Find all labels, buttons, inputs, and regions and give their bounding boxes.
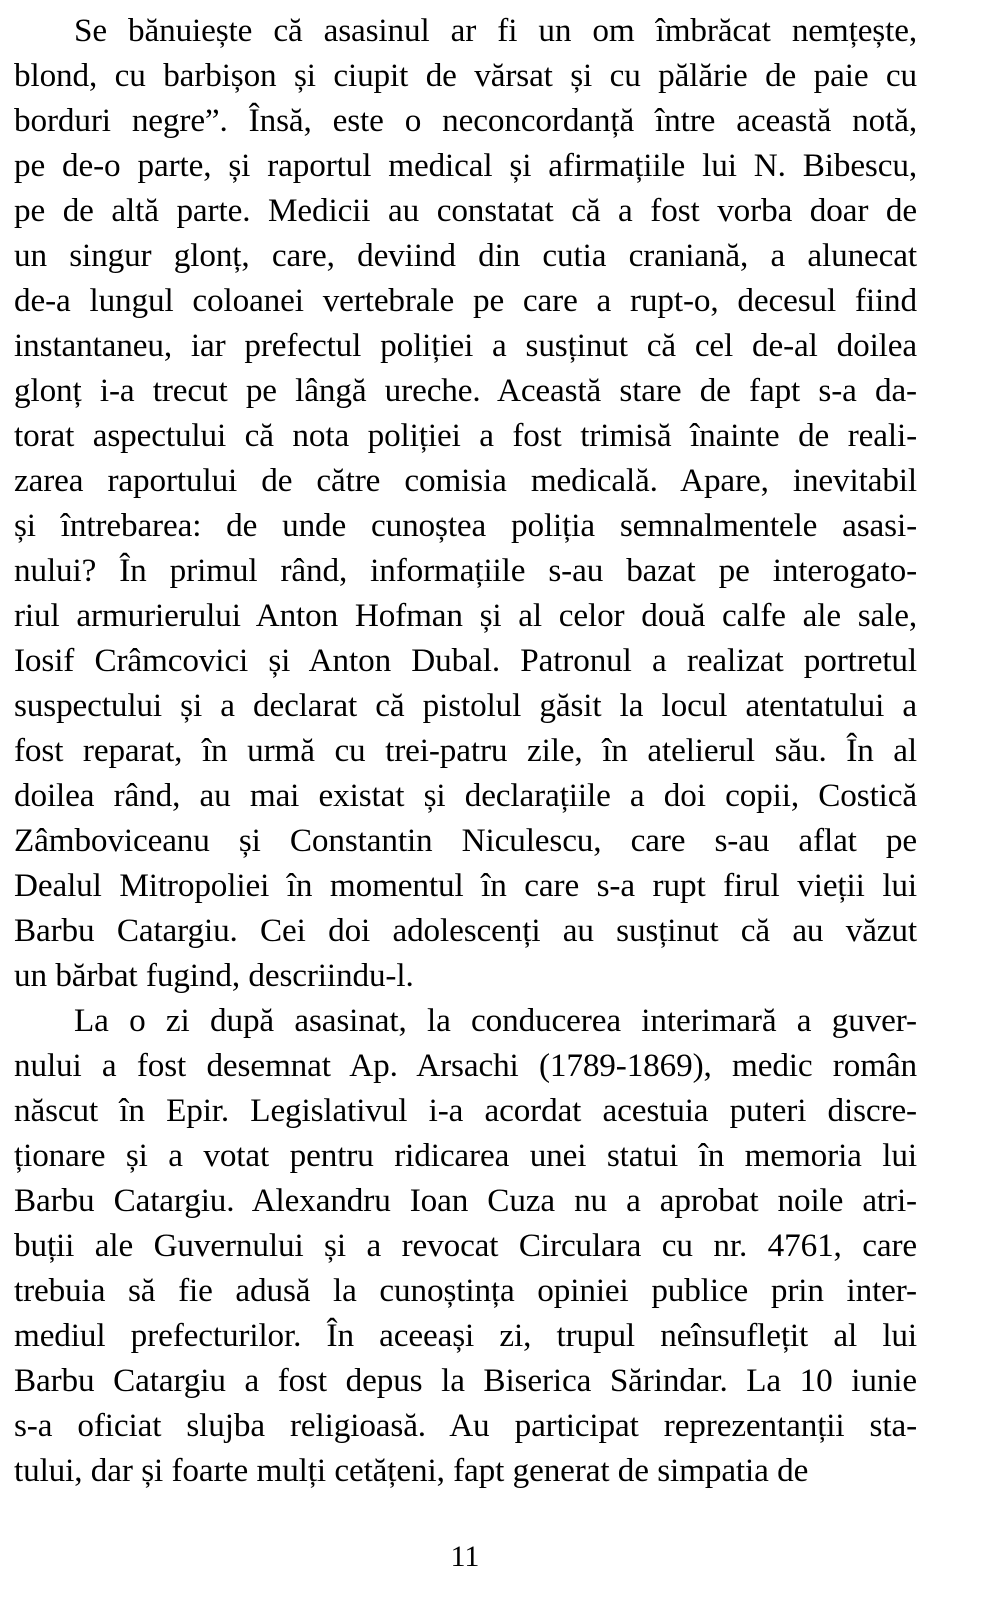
text-line: Iosif Crâmcovici și Anton Dubal. Patronul a realizat portretul [14,642,917,679]
text-line: trebuia să fie adusă la cunoștința opiniei publice prin inter- [14,1272,917,1309]
text-line: riul armurierului Anton Hofman și al celor două calfe ale sale, [14,597,917,634]
text-line: Barbu Catargiu a fost depus la Biserica Sărindar. La 10 iunie [14,1362,917,1399]
text-line: doilea rând, au mai existat și declarațiile a doi copii, Costică [14,777,917,814]
text-line: tului, dar și foarte mulți cetățeni, fapt generat de simpatia de [14,1452,809,1489]
text-line: zarea raportului de către comisia medicală. Apare, inevitabil [14,462,917,499]
text-line: buții ale Guvernului și a revocat Circulara cu nr. 4761, care [14,1227,917,1264]
paragraph [14,998,917,1493]
text-line: un singur glonț, care, deviind din cutia craniană, a alunecat [14,237,917,274]
text-line: Barbu Catargiu. Alexandru Ioan Cuza nu a aprobat noile atri- [14,1182,917,1219]
text-line: un bărbat fugind, descriindu-l. [14,957,414,994]
text-line: și întrebarea: de unde cunoștea poliția semnalmentele asasi- [14,507,917,544]
text-line: pe de altă parte. Medicii au constatat că a fost vorba doar de [14,192,917,229]
text-line: pe de-o parte, și raportul medical și afirmațiile lui N. Bibescu, [14,147,917,184]
text-line: ționare și a votat pentru ridicarea unei statui în memoria lui [14,1137,917,1174]
body-text-block [14,8,917,1493]
text-line: torat aspectului că nota poliției a fost trimisă înainte de reali- [14,417,917,454]
text-line: s-a oficiat slujba religioasă. Au participat reprezentanții sta- [14,1407,917,1444]
text-line: fost reparat, în urmă cu trei-patru zile, în atelierul său. În al [14,732,917,769]
text-line: blond, cu barbișon și ciupit de vărsat și cu pălărie de paie cu [14,57,917,94]
text-line: Dealul Mitropoliei în momentul în care s-a rupt firul vieții lui [14,867,917,904]
text-line: Se bănuiește că asasinul ar fi un om îmbrăcat nemțește, [74,12,917,49]
text-line: Barbu Catargiu. Cei doi adolescenți au susținut că au văzut [14,912,917,949]
page-number-folio: 11 [450,1540,480,1573]
text-line: instantaneu, iar prefectul poliției a susținut că cel de-al doilea [14,327,917,364]
text-line: născut în Epir. Legislativul i-a acordat acestuia puteri discre- [14,1092,917,1129]
text-line: nului a fost desemnat Ap. Arsachi (1789-1869), medic român [14,1047,917,1084]
text-line: mediul prefecturilor. În aceeași zi, trupul neînsuflețit al lui [14,1317,917,1354]
text-line: Zâmboviceanu și Constantin Niculescu, care s-au aflat pe [14,822,917,859]
text-line: de-a lungul coloanei vertebrale pe care a rupt-o, decesul fiind [14,282,917,319]
text-line: nului? În primul rând, informațiile s-au bazat pe interogato- [14,552,917,589]
text-line: borduri negre”. Însă, este o neconcordanță între această notă, [14,102,917,139]
text-line: suspectului și a declarat că pistolul găsit la locul atentatului a [14,687,917,724]
text-line: glonț i-a trecut pe lângă ureche. Această stare de fapt s-a da- [14,372,917,409]
text-line: La o zi după asasinat, la conducerea interimară a guver- [74,1002,917,1039]
paragraph [14,8,917,998]
